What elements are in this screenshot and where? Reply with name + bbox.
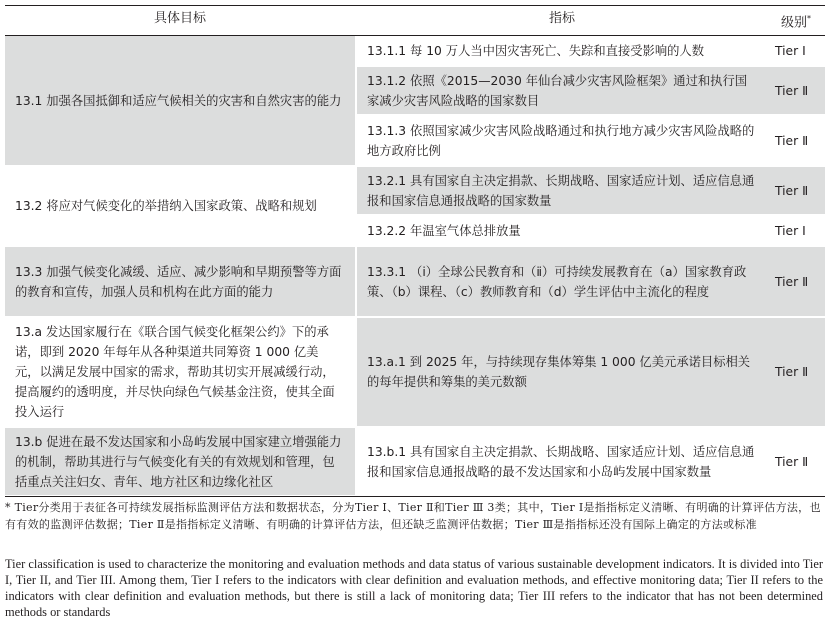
goal-13-3: 13.3 加强气候变化减缓、适应、减少影响和早期预警等方面的教育和宣传，加强人员和机构在此方面的能力 [5,247,355,316]
goal-13-a: 13.a 发达国家履行在《联合国气候变化框架公约》下的承诺，即到 2020 年每年从各种渠道共同筹资 1 000 亿美元，以满足发展中国家的需求，帮助其切实开展减缓行动，提高履约的透明度，并尽快向绿色气候基金注资，使其全面投入运行 [15,325,335,419]
indicator-13-3-1: 13.3.1 （ⅰ）全球公民教育和（ⅱ）可持续发展教育在（a）国家教育政策、（b）课程、（c）教师教育和（d）学生评估中主流化的程度 [357,247,767,316]
indicator-13-b-1: 13.b.1 具有国家自主决定捐款、长期战略、国家适应计划、适应信息通报和国家信息通报战略的最不发达国家和小岛屿发展中国家数量 [367,444,755,479]
indicator-13-1-1: 13.1.1 每 10 万人当中因灾害死亡、失踪和直接受影响的人数 [367,43,705,58]
indicator-13-2-2: 13.2.2 年温室气体总排放量 [367,223,521,238]
tier-13-3-1: Tier Ⅱ [767,247,825,316]
tier-13-2-2: Tier Ⅰ [775,223,806,238]
tier-13-2-1: Tier Ⅱ [767,167,825,214]
tier-13-1-1: Tier Ⅰ [775,43,806,58]
header-tier: 级别* [780,14,811,31]
header-goal: 具体目标 [153,11,206,26]
footnote-chinese: * Tier分类用于表征各可持续发展指标监测评估方法和数据状态，分为Tier Ⅰ、Tier Ⅱ和Tier Ⅲ 3类；其中，Tier Ⅰ是指指标定义清晰、有明确的计算评估方法，也有有效的监测评估数据；Tier Ⅱ是指指标定义清晰、有明确的计算评估方法，但还缺乏监测评估数据；Tier Ⅲ是指指标还没有国际上确定的方法或标准 [5,501,821,531]
indicator-13-1-2: 13.1.2 依照《2015—2030 年仙台减少灾害风险框架》通过和执行国家减少灾害风险战略的国家数目 [357,67,767,114]
indicator-13-2-1: 13.2.1 具有国家自主决定捐款、长期战略、国家适应计划、适应信息通报和国家信息通报战略的国家数量 [357,167,767,214]
goal-13-2: 13.2 将应对气候变化的举措纳入国家政策、战略和规划 [15,199,317,213]
tier-13-b-1: Tier Ⅱ [775,454,809,469]
goal-13-b: 13.b 促进在最不发达国家和小岛屿发展中国家建立增强能力的机制，帮助其进行与气候变化有关的有效规划和管理，包括重点关注妇女、青年、地方社区和边缘化社区 [5,428,355,495]
tier-13-1-3: Tier Ⅱ [775,133,809,148]
tier-13-1-2: Tier Ⅱ [767,67,825,114]
table-bottom-rule [5,496,825,497]
tier-13-a-1: Tier Ⅱ [767,318,825,426]
indicator-13-1-3: 13.1.3 依照国家减少灾害风险战略通过和执行地方减少灾害风险战略的地方政府比例 [367,123,755,158]
footnote-english: Tier classification is used to characterize the monitoring and evaluation methods and data status of various sustainable development indicators. It is divided into Tier I, Tier II, and Tier III. Among them, Tier I refers to the indicators with clear definition and evaluation methods, and effective monitoring data; Tier II refers to the indicators with clear definition and evaluation methods, but there is still a lack of monitoring data; Tier III refers to the indicator that has not been determined methods or standards [5,557,823,619]
goal-13-1: 13.1 加强各国抵御和适应气候相关的灾害和自然灾害的能力 [5,36,355,165]
indicator-13-a-1: 13.a.1 到 2025 年，与持续现存集体筹集 1 000 亿美元承诺目标相关的每年提供和筹集的美元数额 [357,318,767,426]
header-indicator: 指标 [548,11,575,26]
